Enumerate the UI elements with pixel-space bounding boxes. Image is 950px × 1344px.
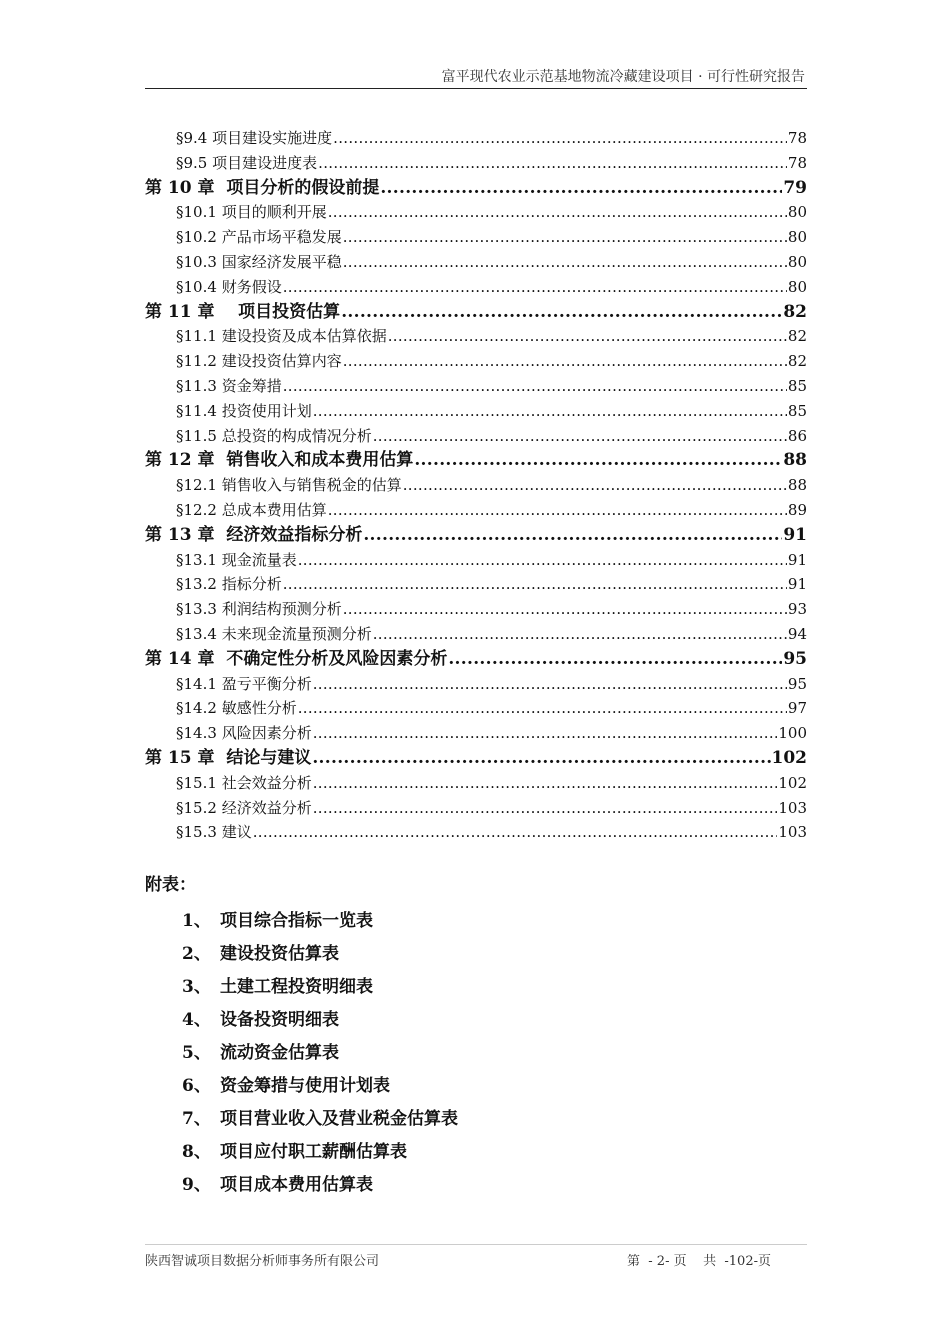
toc-dot-leader <box>313 399 787 424</box>
toc-section-entry[interactable] <box>145 672 807 697</box>
toc-entry-title: 敏感性分析 <box>221 699 297 718</box>
toc-section-entry[interactable] <box>145 225 807 250</box>
toc-section-entry[interactable] <box>145 820 807 845</box>
toc-entry-page: 103 <box>778 823 807 842</box>
toc-dot-leader <box>363 523 782 548</box>
toc-entry-number: §10.1 <box>176 203 217 222</box>
toc-dot-leader <box>313 796 778 821</box>
toc-entry-page: 97 <box>787 699 807 718</box>
toc-entry-title: 产品市场平稳发展 <box>221 228 342 247</box>
toc-entry-number: §12.1 <box>176 476 217 495</box>
toc-entry-number: §10.4 <box>176 277 217 296</box>
toc-dot-leader <box>343 597 787 622</box>
toc-entry-page: 95 <box>787 674 807 693</box>
toc-dot-leader <box>448 647 782 672</box>
toc-entry-title: 项目投资估算 <box>226 301 341 322</box>
toc-entry-number: §11.1 <box>176 327 217 346</box>
toc-dot-leader <box>313 771 778 796</box>
toc-dot-leader <box>298 548 787 573</box>
toc-entry-number: §15.3 <box>176 823 217 842</box>
toc-section-entry[interactable] <box>145 696 807 721</box>
toc-entry-number: §12.2 <box>176 500 217 519</box>
appendix-item-label: 流动资金估算表 <box>220 1043 339 1063</box>
toc-entry-number: §14.3 <box>176 724 217 743</box>
toc-dot-leader <box>343 250 787 275</box>
toc-dot-leader <box>388 324 787 349</box>
toc-chapter-entry[interactable] <box>145 176 807 201</box>
toc-section-entry[interactable] <box>145 424 807 449</box>
toc-dot-leader <box>373 622 787 647</box>
page-header <box>145 66 807 89</box>
toc-entry-title: 指标分析 <box>221 575 282 594</box>
toc-entry-title: 总投资的构成情况分析 <box>221 426 372 445</box>
toc-section-entry[interactable] <box>145 151 807 176</box>
toc-section-entry[interactable] <box>145 498 807 523</box>
toc-entry-page: 93 <box>787 600 807 619</box>
toc-entry-number: §13.1 <box>176 550 217 569</box>
toc-dot-leader <box>333 126 787 151</box>
toc-entry-title: 建议 <box>221 823 252 842</box>
appendix-item-index: 9、 <box>182 1175 211 1195</box>
appendix-item <box>182 1103 807 1136</box>
toc-entry-number: §9.5 <box>176 153 208 172</box>
footer-page-info: 第 - 2- 页 共 -102-页 <box>627 1254 771 1269</box>
toc-entry-number: §11.5 <box>176 426 217 445</box>
appendix-item-index: 4、 <box>182 1010 211 1030</box>
toc-chapter-entry[interactable] <box>145 448 807 473</box>
toc-section-entry[interactable] <box>145 597 807 622</box>
toc-dot-leader <box>313 721 778 746</box>
toc-entry-number: §11.2 <box>176 352 217 371</box>
toc-entry-page: 94 <box>787 624 807 643</box>
appendix-item <box>182 1037 807 1070</box>
toc-dot-leader <box>313 672 787 697</box>
toc-entry-page: 79 <box>783 177 807 198</box>
toc-entry-title: 利润结构预测分析 <box>221 600 342 619</box>
toc-entry-number: 第 13 章 <box>145 524 215 545</box>
appendix-item <box>182 971 807 1004</box>
toc-dot-leader <box>343 349 787 374</box>
toc-entry-page: 85 <box>787 376 807 395</box>
toc-entry-number: 第 14 章 <box>145 648 215 669</box>
toc-entry-number: §14.1 <box>176 674 217 693</box>
toc-section-entry[interactable] <box>145 399 807 424</box>
appendix-item <box>182 905 807 938</box>
toc-dot-leader <box>380 176 782 201</box>
toc-entry-page: 78 <box>787 129 807 147</box>
toc-entry-title: 财务假设 <box>221 277 282 296</box>
appendix-item <box>182 1004 807 1037</box>
appendix-item <box>182 938 807 971</box>
toc-entry-number: §14.2 <box>176 699 217 718</box>
toc-entry-page: 91 <box>783 524 807 545</box>
toc-entry-title: 结论与建议 <box>226 747 312 768</box>
toc-entry-title: 经济效益指标分析 <box>226 524 363 545</box>
page-footer <box>145 1244 807 1269</box>
toc-entry-page: 89 <box>787 500 807 519</box>
toc-section-entry[interactable] <box>145 374 807 399</box>
toc-dot-leader <box>373 424 787 449</box>
toc-section-entry[interactable] <box>145 572 807 597</box>
toc-entry-page: 100 <box>778 724 807 743</box>
toc-entry-title: 建设投资及成本估算依据 <box>221 327 387 346</box>
toc-entry-title: 项目建设进度表 <box>212 153 318 172</box>
toc-chapter-entry[interactable] <box>145 746 807 771</box>
appendix-item-index: 3、 <box>182 977 211 997</box>
toc-entry-page: 82 <box>787 327 807 346</box>
toc-entry-page: 88 <box>787 476 807 495</box>
toc-entry-number: §11.3 <box>176 376 217 395</box>
toc-dot-leader <box>283 374 787 399</box>
toc-chapter-entry[interactable] <box>145 523 807 548</box>
toc-entry-page: 78 <box>787 153 807 172</box>
toc-section-entry[interactable] <box>145 721 807 746</box>
toc-entry-page: 95 <box>783 648 807 669</box>
table-of-contents <box>145 126 807 845</box>
toc-chapter-entry[interactable] <box>145 647 807 672</box>
toc-dot-leader <box>414 448 782 473</box>
toc-chapter-entry[interactable] <box>145 300 807 325</box>
toc-entry-page: 80 <box>787 277 807 296</box>
toc-section-entry[interactable] <box>145 324 807 349</box>
toc-section-entry[interactable] <box>145 548 807 573</box>
appendix-item-label: 项目综合指标一览表 <box>220 911 373 931</box>
appendix-item-label: 建设投资估算表 <box>220 944 339 964</box>
appendix-heading: 附表： <box>145 875 196 895</box>
toc-dot-leader <box>328 498 787 523</box>
toc-entry-title: 项目建设实施进度 <box>212 129 333 147</box>
toc-entry-page: 82 <box>783 301 807 322</box>
toc-entry-title: 经济效益分析 <box>221 798 312 817</box>
toc-entry-number: 第 15 章 <box>145 747 215 768</box>
toc-section-entry[interactable] <box>145 126 807 151</box>
toc-dot-leader <box>253 820 778 845</box>
toc-entry-title: 投资使用计划 <box>221 401 312 420</box>
toc-dot-leader <box>283 275 787 300</box>
toc-section-entry[interactable] <box>145 250 807 275</box>
toc-section-entry[interactable] <box>145 771 807 796</box>
toc-dot-leader <box>328 200 787 225</box>
toc-entry-title: 总成本费用估算 <box>221 500 327 519</box>
toc-entry-number: 第 12 章 <box>145 450 215 471</box>
toc-section-entry[interactable] <box>145 275 807 300</box>
toc-entry-page: 85 <box>787 401 807 420</box>
toc-entry-title: 销售收入和成本费用估算 <box>226 450 414 471</box>
toc-entry-page: 86 <box>787 426 807 445</box>
toc-entry-page: 80 <box>787 252 807 271</box>
toc-entry-title: 项目分析的假设前提 <box>226 177 380 198</box>
toc-section-entry[interactable] <box>145 796 807 821</box>
appendix-item-index: 7、 <box>182 1109 211 1129</box>
appendix-item-label: 土建工程投资明细表 <box>220 977 373 997</box>
toc-entry-page: 82 <box>787 352 807 371</box>
toc-entry-title: 建设投资估算内容 <box>221 352 342 371</box>
toc-entry-number: §13.2 <box>176 575 217 594</box>
toc-section-entry[interactable] <box>145 200 807 225</box>
toc-entry-number: 第 11 章 <box>145 301 215 322</box>
toc-entry-page: 102 <box>778 773 807 792</box>
toc-entry-page: 88 <box>783 450 807 471</box>
toc-dot-leader <box>283 572 787 597</box>
toc-dot-leader <box>318 151 787 176</box>
toc-entry-number: §10.2 <box>176 228 217 247</box>
toc-entry-page: 91 <box>787 550 807 569</box>
document-title: 富平现代农业示范基地物流冷藏建设项目 · 可行性研究报告 <box>441 69 805 85</box>
toc-entry-title: 项目的顺利开展 <box>221 203 327 222</box>
appendix-section <box>145 873 807 1202</box>
appendix-item-label: 项目成本费用估算表 <box>220 1175 373 1195</box>
toc-entry-number: §9.4 <box>176 129 208 147</box>
toc-dot-leader <box>403 473 787 498</box>
toc-entry-number: §13.3 <box>176 600 217 619</box>
appendix-item-index: 5、 <box>182 1043 211 1063</box>
toc-dot-leader <box>343 225 787 250</box>
toc-section-entry[interactable] <box>145 349 807 374</box>
toc-dot-leader <box>298 696 787 721</box>
toc-entry-page: 102 <box>771 747 807 768</box>
toc-entry-title: 销售收入与销售税金的估算 <box>221 476 402 495</box>
appendix-item <box>182 1169 807 1202</box>
toc-dot-leader <box>341 300 782 325</box>
toc-entry-title: 盈亏平衡分析 <box>221 674 312 693</box>
appendix-item-index: 8、 <box>182 1142 211 1162</box>
appendix-item-index: 6、 <box>182 1076 211 1096</box>
appendix-item-label: 项目应付职工薪酬估算表 <box>220 1142 407 1162</box>
toc-dot-leader <box>312 746 770 771</box>
appendix-item <box>182 1136 807 1169</box>
toc-entry-title: 资金筹措 <box>221 376 282 395</box>
toc-entry-number: §15.1 <box>176 773 217 792</box>
toc-entry-page: 91 <box>787 575 807 594</box>
toc-entry-number: §10.3 <box>176 252 217 271</box>
toc-entry-number: 第 10 章 <box>145 177 215 198</box>
toc-entry-page: 103 <box>778 798 807 817</box>
toc-entry-title: 国家经济发展平稳 <box>221 252 342 271</box>
toc-entry-number: §11.4 <box>176 401 217 420</box>
appendix-item-index: 1、 <box>182 911 211 931</box>
toc-entry-title: 社会效益分析 <box>221 773 312 792</box>
toc-entry-page: 80 <box>787 228 807 247</box>
appendix-item-index: 2、 <box>182 944 211 964</box>
toc-entry-number: §15.2 <box>176 798 217 817</box>
appendix-item-label: 资金筹措与使用计划表 <box>220 1076 390 1096</box>
appendix-item <box>182 1070 807 1103</box>
toc-entry-page: 80 <box>787 203 807 222</box>
toc-entry-title: 未来现金流量预测分析 <box>221 624 372 643</box>
toc-section-entry[interactable] <box>145 473 807 498</box>
toc-entry-title: 风险因素分析 <box>221 724 312 743</box>
toc-section-entry[interactable] <box>145 622 807 647</box>
appendix-list <box>145 905 807 1202</box>
appendix-item-label: 设备投资明细表 <box>220 1010 339 1030</box>
appendix-item-label: 项目营业收入及营业税金估算表 <box>220 1109 458 1129</box>
toc-entry-title: 不确定性分析及风险因素分析 <box>226 648 448 669</box>
toc-entry-title: 现金流量表 <box>221 550 297 569</box>
toc-entry-number: §13.4 <box>176 624 217 643</box>
footer-company: 陕西智诚项目数据分析师事务所有限公司 <box>145 1254 380 1269</box>
